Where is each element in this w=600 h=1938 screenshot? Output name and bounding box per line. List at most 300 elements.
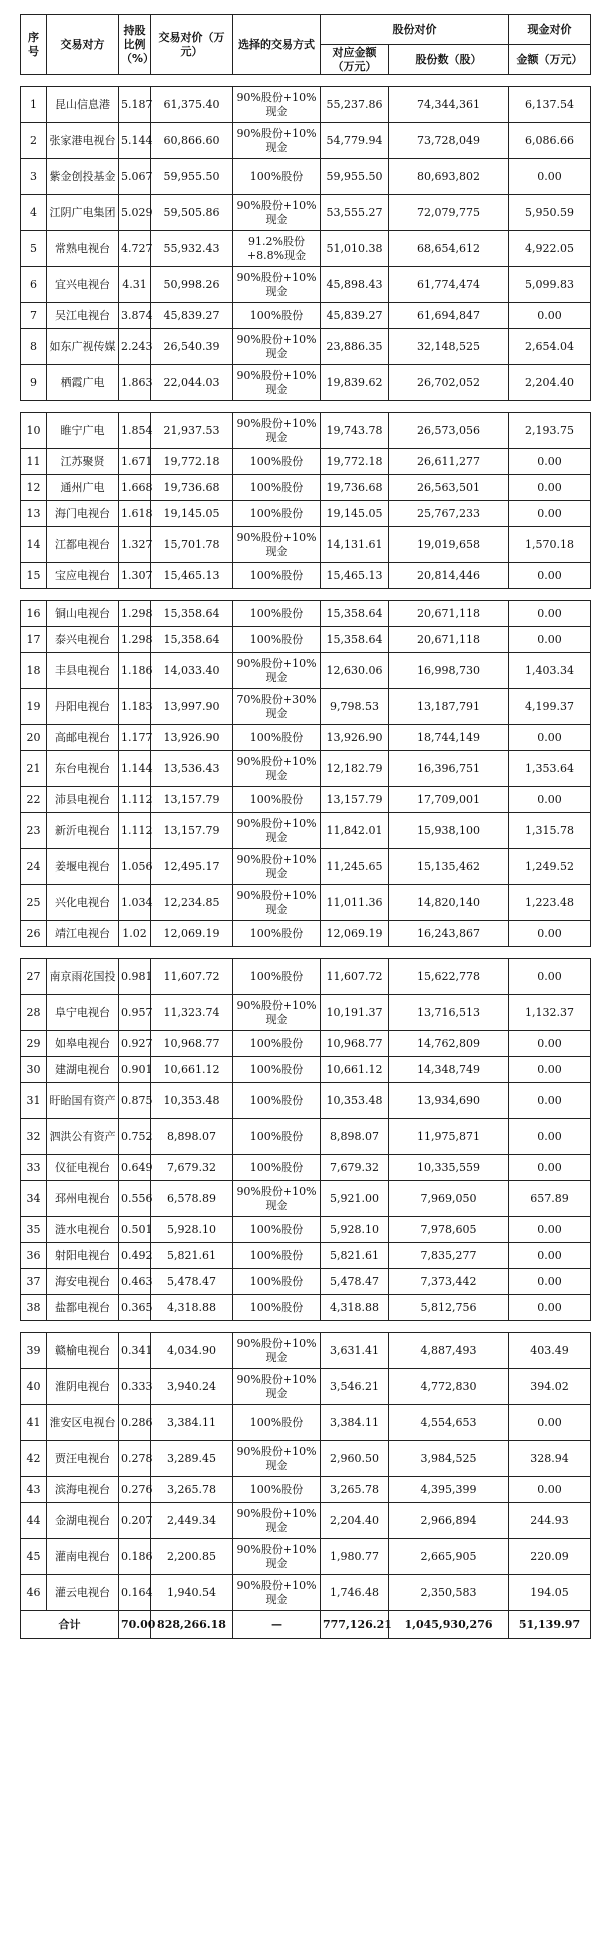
cell-method: 100%股份 [233, 1269, 321, 1295]
cell-party: 邳州电视台 [47, 1181, 119, 1217]
cell-ratio: 0.649 [119, 1155, 151, 1181]
cell-seq: 17 [21, 627, 47, 653]
cell-shares: 32,148,525 [389, 329, 509, 365]
cell-party: 姜堰电视台 [47, 849, 119, 885]
table-row [21, 1369, 591, 1405]
cell-ratio: 0.286 [119, 1405, 151, 1441]
table-row [21, 475, 591, 501]
table-row [21, 787, 591, 813]
cell-shares: 15,135,462 [389, 849, 509, 885]
cell-seq: 31 [21, 1083, 47, 1119]
cell-amount: 19,839.62 [321, 365, 389, 401]
cell-party: 江苏聚贤 [47, 449, 119, 475]
cell-seq: 13 [21, 501, 47, 527]
cell-method: 100%股份 [233, 563, 321, 589]
table-row [21, 689, 591, 725]
cell-seq: 5 [21, 231, 47, 267]
cell-ratio: 0.981 [119, 959, 151, 995]
total-price: 828,266.18 [151, 1611, 233, 1639]
cell-party: 海门电视台 [47, 501, 119, 527]
cell-seq: 46 [21, 1575, 47, 1611]
cell-method: 100%股份 [233, 1217, 321, 1243]
cell-price: 4,034.90 [151, 1333, 233, 1369]
cell-ratio: 5.029 [119, 195, 151, 231]
table-row [21, 87, 591, 123]
cell-cash: 0.00 [509, 601, 591, 627]
cell-shares: 14,762,809 [389, 1031, 509, 1057]
cell-method: 90%股份+10%现金 [233, 751, 321, 787]
cell-price: 15,358.64 [151, 627, 233, 653]
cell-cash: 394.02 [509, 1369, 591, 1405]
cell-shares: 16,243,867 [389, 921, 509, 947]
table-row [21, 849, 591, 885]
cell-seq: 39 [21, 1333, 47, 1369]
cell-seq: 43 [21, 1477, 47, 1503]
cell-price: 13,157.79 [151, 787, 233, 813]
cell-amount: 10,191.37 [321, 995, 389, 1031]
cell-party: 建湖电视台 [47, 1057, 119, 1083]
cell-cash: 1,570.18 [509, 527, 591, 563]
total-cash: 51,139.97 [509, 1611, 591, 1639]
cell-amount: 11,245.65 [321, 849, 389, 885]
cell-price: 19,145.05 [151, 501, 233, 527]
cell-party: 东台电视台 [47, 751, 119, 787]
header-share-consideration: 股份对价 [321, 15, 509, 45]
cell-ratio: 1.034 [119, 885, 151, 921]
cell-price: 19,736.68 [151, 475, 233, 501]
cell-method: 90%股份+10%现金 [233, 1575, 321, 1611]
cell-party: 阜宁电视台 [47, 995, 119, 1031]
cell-cash: 5,950.59 [509, 195, 591, 231]
cell-seq: 1 [21, 87, 47, 123]
cell-method: 90%股份+10%现金 [233, 329, 321, 365]
cell-amount: 19,736.68 [321, 475, 389, 501]
header-cash-consideration: 现金对价 [509, 15, 591, 45]
header-seq: 序号 [21, 15, 47, 75]
cell-ratio: 1.668 [119, 475, 151, 501]
table-row [21, 1295, 591, 1321]
cell-price: 19,772.18 [151, 449, 233, 475]
header-share-count: 股份数（股） [389, 45, 509, 75]
cell-party: 兴化电视台 [47, 885, 119, 921]
cell-shares: 80,693,802 [389, 159, 509, 195]
cell-method: 100%股份 [233, 1295, 321, 1321]
header-method: 选择的交易方式 [233, 15, 321, 75]
cell-seq: 42 [21, 1441, 47, 1477]
cell-method: 90%股份+10%现金 [233, 1181, 321, 1217]
cell-party: 丰县电视台 [47, 653, 119, 689]
cell-shares: 4,772,830 [389, 1369, 509, 1405]
table-row [21, 1269, 591, 1295]
cell-amount: 10,353.48 [321, 1083, 389, 1119]
cell-shares: 74,344,361 [389, 87, 509, 123]
cell-amount: 2,960.50 [321, 1441, 389, 1477]
cell-party: 靖江电视台 [47, 921, 119, 947]
table-row [21, 1405, 591, 1441]
cell-method: 100%股份 [233, 449, 321, 475]
cell-seq: 36 [21, 1243, 47, 1269]
cell-shares: 20,814,446 [389, 563, 509, 589]
cell-party: 睢宁广电 [47, 413, 119, 449]
table-row [21, 329, 591, 365]
cell-cash: 1,223.48 [509, 885, 591, 921]
cell-party: 张家港电视台 [47, 123, 119, 159]
cell-price: 5,821.61 [151, 1243, 233, 1269]
cell-method: 100%股份 [233, 159, 321, 195]
table-row [21, 159, 591, 195]
cell-amount: 5,821.61 [321, 1243, 389, 1269]
cell-method: 100%股份 [233, 1119, 321, 1155]
header-share-amount: 对应金额（万元） [321, 45, 389, 75]
cell-price: 13,157.79 [151, 813, 233, 849]
cell-amount: 11,607.72 [321, 959, 389, 995]
total-ratio: 70.00 [119, 1611, 151, 1639]
table-row [21, 1243, 591, 1269]
table-row [21, 1575, 591, 1611]
table-row [21, 449, 591, 475]
cell-cash: 328.94 [509, 1441, 591, 1477]
cell-method: 90%股份+10%现金 [233, 87, 321, 123]
cell-method: 100%股份 [233, 501, 321, 527]
cell-cash: 0.00 [509, 1119, 591, 1155]
cell-party: 海安电视台 [47, 1269, 119, 1295]
cell-method: 100%股份 [233, 787, 321, 813]
table-row [21, 1217, 591, 1243]
cell-amount: 2,204.40 [321, 1503, 389, 1539]
cell-cash: 0.00 [509, 959, 591, 995]
cell-price: 3,265.78 [151, 1477, 233, 1503]
cell-price: 3,289.45 [151, 1441, 233, 1477]
cell-price: 13,997.90 [151, 689, 233, 725]
cell-cash: 0.00 [509, 159, 591, 195]
cell-shares: 26,573,056 [389, 413, 509, 449]
cell-cash: 0.00 [509, 1057, 591, 1083]
cell-party: 宜兴电视台 [47, 267, 119, 303]
cell-shares: 20,671,118 [389, 627, 509, 653]
cell-seq: 2 [21, 123, 47, 159]
cell-seq: 45 [21, 1539, 47, 1575]
cell-ratio: 0.752 [119, 1119, 151, 1155]
cell-seq: 12 [21, 475, 47, 501]
cell-price: 22,044.03 [151, 365, 233, 401]
cell-amount: 23,886.35 [321, 329, 389, 365]
cell-price: 55,932.43 [151, 231, 233, 267]
cell-cash: 1,353.64 [509, 751, 591, 787]
cell-amount: 54,779.94 [321, 123, 389, 159]
cell-cash: 4,922.05 [509, 231, 591, 267]
cell-party: 射阳电视台 [47, 1243, 119, 1269]
cell-amount: 4,318.88 [321, 1295, 389, 1321]
cell-party: 泰兴电视台 [47, 627, 119, 653]
table-segment [20, 958, 591, 1321]
cell-method: 100%股份 [233, 1083, 321, 1119]
table-row [21, 627, 591, 653]
cell-ratio: 0.365 [119, 1295, 151, 1321]
cell-price: 13,536.43 [151, 751, 233, 787]
cell-ratio: 1.671 [119, 449, 151, 475]
table-row [21, 653, 591, 689]
total-amount: 777,126.21 [321, 1611, 389, 1639]
cell-method: 90%股份+10%现金 [233, 1539, 321, 1575]
cell-cash: 0.00 [509, 787, 591, 813]
cell-ratio: 1.298 [119, 601, 151, 627]
cell-party: 赣榆电视台 [47, 1333, 119, 1369]
cell-cash: 0.00 [509, 1269, 591, 1295]
table-row [21, 267, 591, 303]
cell-shares: 25,767,233 [389, 501, 509, 527]
cell-cash: 0.00 [509, 475, 591, 501]
cell-price: 26,540.39 [151, 329, 233, 365]
cell-method: 90%股份+10%现金 [233, 885, 321, 921]
cell-method: 90%股份+10%现金 [233, 1333, 321, 1369]
cell-amount: 5,478.47 [321, 1269, 389, 1295]
cell-shares: 2,665,905 [389, 1539, 509, 1575]
cell-seq: 21 [21, 751, 47, 787]
cell-seq: 27 [21, 959, 47, 995]
cell-ratio: 5.187 [119, 87, 151, 123]
cell-seq: 19 [21, 689, 47, 725]
cell-party: 南京雨花国投 [47, 959, 119, 995]
cell-party: 昆山信息港 [47, 87, 119, 123]
header-ratio: 持股比例（%） [119, 15, 151, 75]
cell-seq: 32 [21, 1119, 47, 1155]
cell-shares: 61,694,847 [389, 303, 509, 329]
table-row [21, 527, 591, 563]
cell-cash: 0.00 [509, 725, 591, 751]
cell-amount: 45,839.27 [321, 303, 389, 329]
cell-amount: 45,898.43 [321, 267, 389, 303]
cell-amount: 12,630.06 [321, 653, 389, 689]
cell-price: 11,323.74 [151, 995, 233, 1031]
cell-party: 灌南电视台 [47, 1539, 119, 1575]
table-row [21, 751, 591, 787]
cell-party: 铜山电视台 [47, 601, 119, 627]
cell-shares: 15,938,100 [389, 813, 509, 849]
cell-cash: 1,315.78 [509, 813, 591, 849]
cell-price: 59,505.86 [151, 195, 233, 231]
cell-method: 100%股份 [233, 627, 321, 653]
cell-cash: 0.00 [509, 501, 591, 527]
cell-shares: 13,716,513 [389, 995, 509, 1031]
table-row [21, 1181, 591, 1217]
cell-ratio: 1.056 [119, 849, 151, 885]
cell-party: 贾汪电视台 [47, 1441, 119, 1477]
cell-party: 盐都电视台 [47, 1295, 119, 1321]
cell-ratio: 0.207 [119, 1503, 151, 1539]
cell-seq: 4 [21, 195, 47, 231]
cell-price: 3,384.11 [151, 1405, 233, 1441]
cell-amount: 3,265.78 [321, 1477, 389, 1503]
cell-seq: 3 [21, 159, 47, 195]
cell-method: 100%股份 [233, 1155, 321, 1181]
table-segment [20, 600, 591, 947]
cell-shares: 2,966,894 [389, 1503, 509, 1539]
cell-party: 吴江电视台 [47, 303, 119, 329]
cell-party: 宝应电视台 [47, 563, 119, 589]
table-row [21, 1539, 591, 1575]
cell-method: 90%股份+10%现金 [233, 1503, 321, 1539]
cell-shares: 7,978,605 [389, 1217, 509, 1243]
cell-amount: 10,661.12 [321, 1057, 389, 1083]
cell-cash: 6,086.66 [509, 123, 591, 159]
cell-shares: 4,887,493 [389, 1333, 509, 1369]
cell-seq: 15 [21, 563, 47, 589]
cell-ratio: 0.463 [119, 1269, 151, 1295]
cell-price: 50,998.26 [151, 267, 233, 303]
table-row [21, 231, 591, 267]
cell-party: 如东广视传媒 [47, 329, 119, 365]
cell-seq: 41 [21, 1405, 47, 1441]
cell-seq: 7 [21, 303, 47, 329]
table-row [21, 813, 591, 849]
cell-method: 90%股份+10%现金 [233, 365, 321, 401]
cell-method: 90%股份+10%现金 [233, 527, 321, 563]
cell-price: 59,955.50 [151, 159, 233, 195]
cell-shares: 13,934,690 [389, 1083, 509, 1119]
cell-method: 100%股份 [233, 1031, 321, 1057]
table-row [21, 921, 591, 947]
cell-seq: 37 [21, 1269, 47, 1295]
cell-party: 盱眙国有资产 [47, 1083, 119, 1119]
cell-shares: 5,812,756 [389, 1295, 509, 1321]
cell-ratio: 1.112 [119, 787, 151, 813]
cell-method: 90%股份+10%现金 [233, 195, 321, 231]
cell-amount: 19,145.05 [321, 501, 389, 527]
cell-shares: 17,709,001 [389, 787, 509, 813]
cell-amount: 10,968.77 [321, 1031, 389, 1057]
cell-ratio: 3.874 [119, 303, 151, 329]
cell-ratio: 0.927 [119, 1031, 151, 1057]
cell-shares: 11,975,871 [389, 1119, 509, 1155]
cell-method: 100%股份 [233, 303, 321, 329]
cell-ratio: 0.186 [119, 1539, 151, 1575]
cell-ratio: 1.327 [119, 527, 151, 563]
cell-price: 13,926.90 [151, 725, 233, 751]
cell-cash: 2,204.40 [509, 365, 591, 401]
cell-seq: 33 [21, 1155, 47, 1181]
cell-seq: 8 [21, 329, 47, 365]
cell-amount: 15,358.64 [321, 601, 389, 627]
cell-party: 丹阳电视台 [47, 689, 119, 725]
cell-shares: 4,395,399 [389, 1477, 509, 1503]
cell-seq: 40 [21, 1369, 47, 1405]
cell-amount: 51,010.38 [321, 231, 389, 267]
cell-amount: 9,798.53 [321, 689, 389, 725]
cell-amount: 3,384.11 [321, 1405, 389, 1441]
cell-cash: 0.00 [509, 563, 591, 589]
table-row [21, 1441, 591, 1477]
cell-seq: 26 [21, 921, 47, 947]
cell-ratio: 0.164 [119, 1575, 151, 1611]
cell-shares: 16,396,751 [389, 751, 509, 787]
cell-seq: 38 [21, 1295, 47, 1321]
cell-seq: 35 [21, 1217, 47, 1243]
cell-ratio: 2.243 [119, 329, 151, 365]
cell-shares: 16,998,730 [389, 653, 509, 689]
cell-shares: 10,335,559 [389, 1155, 509, 1181]
cell-seq: 34 [21, 1181, 47, 1217]
consideration-table [20, 14, 590, 1639]
table-segment [20, 412, 591, 589]
cell-ratio: 5.144 [119, 123, 151, 159]
cell-price: 14,033.40 [151, 653, 233, 689]
table-row [21, 1119, 591, 1155]
cell-method: 70%股份+30%现金 [233, 689, 321, 725]
table-row [21, 123, 591, 159]
cell-shares: 3,984,525 [389, 1441, 509, 1477]
cell-price: 45,839.27 [151, 303, 233, 329]
cell-amount: 53,555.27 [321, 195, 389, 231]
cell-method: 90%股份+10%现金 [233, 1369, 321, 1405]
cell-cash: 0.00 [509, 303, 591, 329]
cell-seq: 44 [21, 1503, 47, 1539]
cell-method: 100%股份 [233, 475, 321, 501]
cell-amount: 11,011.36 [321, 885, 389, 921]
cell-amount: 19,743.78 [321, 413, 389, 449]
header-cash-amount: 金额（万元） [509, 45, 591, 75]
total-label: 合计 [21, 1611, 119, 1639]
cell-cash: 1,132.37 [509, 995, 591, 1031]
cell-cash: 2,654.04 [509, 329, 591, 365]
cell-seq: 24 [21, 849, 47, 885]
cell-ratio: 4.31 [119, 267, 151, 303]
table-row [21, 995, 591, 1031]
cell-cash: 0.00 [509, 1295, 591, 1321]
cell-amount: 15,358.64 [321, 627, 389, 653]
cell-method: 90%股份+10%现金 [233, 267, 321, 303]
cell-price: 6,578.89 [151, 1181, 233, 1217]
cell-party: 如皋电视台 [47, 1031, 119, 1057]
cell-cash: 0.00 [509, 1155, 591, 1181]
cell-amount: 13,157.79 [321, 787, 389, 813]
cell-ratio: 1.02 [119, 921, 151, 947]
cell-ratio: 0.556 [119, 1181, 151, 1217]
cell-price: 4,318.88 [151, 1295, 233, 1321]
cell-price: 61,375.40 [151, 87, 233, 123]
table-header [20, 14, 591, 75]
table-row [21, 601, 591, 627]
cell-price: 15,701.78 [151, 527, 233, 563]
table-row [21, 303, 591, 329]
cell-cash: 220.09 [509, 1539, 591, 1575]
cell-ratio: 0.333 [119, 1369, 151, 1405]
cell-party: 仪征电视台 [47, 1155, 119, 1181]
cell-amount: 3,546.21 [321, 1369, 389, 1405]
cell-amount: 55,237.86 [321, 87, 389, 123]
cell-price: 5,478.47 [151, 1269, 233, 1295]
table-row [21, 365, 591, 401]
cell-ratio: 1.183 [119, 689, 151, 725]
cell-method: 90%股份+10%现金 [233, 995, 321, 1031]
cell-seq: 23 [21, 813, 47, 849]
table-row [21, 725, 591, 751]
cell-seq: 11 [21, 449, 47, 475]
cell-method: 100%股份 [233, 1477, 321, 1503]
cell-seq: 16 [21, 601, 47, 627]
cell-ratio: 1.112 [119, 813, 151, 849]
table-row [21, 195, 591, 231]
cell-method: 90%股份+10%现金 [233, 849, 321, 885]
cell-cash: 244.93 [509, 1503, 591, 1539]
cell-price: 8,898.07 [151, 1119, 233, 1155]
cell-shares: 7,835,277 [389, 1243, 509, 1269]
table-row [21, 1333, 591, 1369]
cell-cash: 0.00 [509, 921, 591, 947]
cell-cash: 403.49 [509, 1333, 591, 1369]
cell-seq: 20 [21, 725, 47, 751]
cell-cash: 1,249.52 [509, 849, 591, 885]
cell-shares: 73,728,049 [389, 123, 509, 159]
